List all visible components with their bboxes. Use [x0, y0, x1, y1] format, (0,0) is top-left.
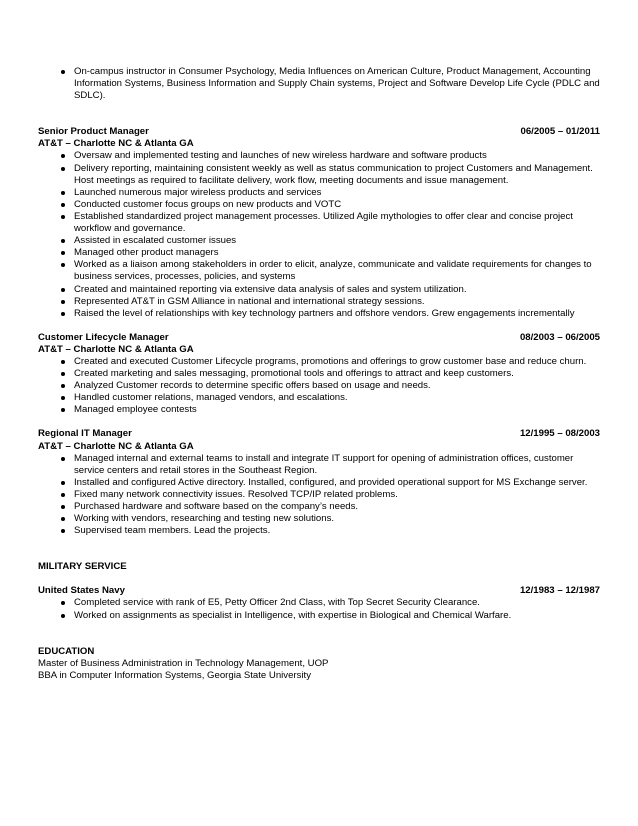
military-dates: 12/1983 – 12/1987: [519, 585, 600, 597]
list-item: Worked as a liaison among stakeholders in order to elicit, analyze, communicate and validate requirements for changes to business services, processes, policies, and systems: [38, 259, 600, 283]
list-item: Supervised team members. Lead the projects.: [38, 525, 600, 537]
list-item: Created and maintained reporting via extensive data analysis of sales and system utilization.: [38, 284, 600, 296]
education-section: [38, 646, 600, 682]
list-item: Represented AT&T in GSM Alliance in national and international strategy sessions.: [38, 296, 600, 308]
job-header: [38, 126, 600, 138]
job-title: Customer Lifecycle Manager: [38, 331, 169, 343]
job-header: [38, 428, 600, 440]
section-heading: MILITARY SERVICE: [38, 561, 127, 573]
job-bullet-list: [38, 356, 600, 416]
list-item: Raised the level of relationships with key technology partners and offshore vendors. Grew engagements incrementally: [38, 308, 600, 320]
list-item: Established standardized project management processes. Utilized Agile mythologies to offer clear and concise project workflow and governance.: [38, 211, 600, 235]
resume-page: [38, 66, 600, 682]
job-company: AT&T – Charlotte NC & Atlanta GA: [38, 440, 194, 452]
list-item: Launched numerous major wireless products and services: [38, 187, 600, 199]
military-bullet-list: [38, 597, 600, 621]
list-item: Created and executed Customer Lifecycle programs, promotions and offerings to grow customer base and reduce churn.: [38, 356, 600, 368]
list-item: Assisted in escalated customer issues: [38, 235, 600, 247]
job-title: Regional IT Manager: [38, 428, 132, 440]
job-dates: 12/1995 – 08/2003: [519, 428, 600, 440]
list-item: Delivery reporting, maintaining consistent weekly as well as status communication to project Customers and Management. Host meetings as required to facilitate delivery, work flow, meeting documents and issue management.: [38, 163, 600, 187]
job-dates: 08/2003 – 06/2005: [519, 331, 600, 343]
job-entry: [38, 428, 600, 537]
list-item: Fixed many network connectivity issues. Resolved TCP/IP related problems.: [38, 489, 600, 501]
list-item: Worked on assignments as specialist in Intelligence, with expertise in Biological and Chemical Warfare.: [38, 610, 600, 622]
degree-line: BBA in Computer Information Systems, Georgia State University: [38, 669, 311, 681]
intro-bullet-list: [38, 66, 600, 102]
job-entry: [38, 332, 600, 417]
military-section: [38, 561, 600, 621]
job-bullet-list: [38, 150, 600, 319]
military-org: United States Navy: [38, 585, 125, 597]
list-item: Installed and configured Active directory. Installed, configured, and provided operational support for MS Exchange server.: [38, 477, 600, 489]
job-bullet-list: [38, 453, 600, 538]
section-heading: EDUCATION: [38, 645, 95, 657]
job-company: AT&T – Charlotte NC & Atlanta GA: [38, 343, 194, 355]
list-item: Managed other product managers: [38, 247, 600, 259]
list-item: Purchased hardware and software based on the company’s needs.: [38, 501, 600, 513]
list-item: Analyzed Customer records to determine specific offers based on usage and needs.: [38, 380, 600, 392]
list-item: Created marketing and sales messaging, promotional tools and offerings to attract and keep customers.: [38, 368, 600, 380]
list-item: Managed employee contests: [38, 404, 600, 416]
list-item: Handled customer relations, managed vendors, and escalations.: [38, 392, 600, 404]
military-header: [38, 585, 600, 597]
list-item: Working with vendors, researching and testing new solutions.: [38, 513, 600, 525]
list-item: Completed service with rank of E5, Petty Officer 2nd Class, with Top Secret Security Clearance.: [38, 597, 600, 609]
list-item: Conducted customer focus groups on new products and VOTC: [38, 199, 600, 211]
job-header: [38, 332, 600, 344]
list-item: On-campus instructor in Consumer Psychology, Media Influences on American Culture, Product Management, Accounting Information Systems, Business Information and Supply Chain systems, Project and Software Develop Life Cycle (PDLC and SDLC).: [38, 66, 600, 102]
job-dates: 06/2005 – 01/2011: [520, 126, 600, 138]
list-item: Oversaw and implemented testing and launches of new wireless hardware and software products: [38, 150, 600, 162]
job-title: Senior Product Manager: [38, 126, 149, 138]
degree-line: Master of Business Administration in Technology Management, UOP: [38, 657, 329, 669]
job-company: AT&T – Charlotte NC & Atlanta GA: [38, 138, 194, 150]
list-item: Managed internal and external teams to install and integrate IT support for opening of administration offices, customer service centers and retail stores in the Southeast Region.: [38, 453, 600, 477]
job-entry: [38, 126, 600, 320]
